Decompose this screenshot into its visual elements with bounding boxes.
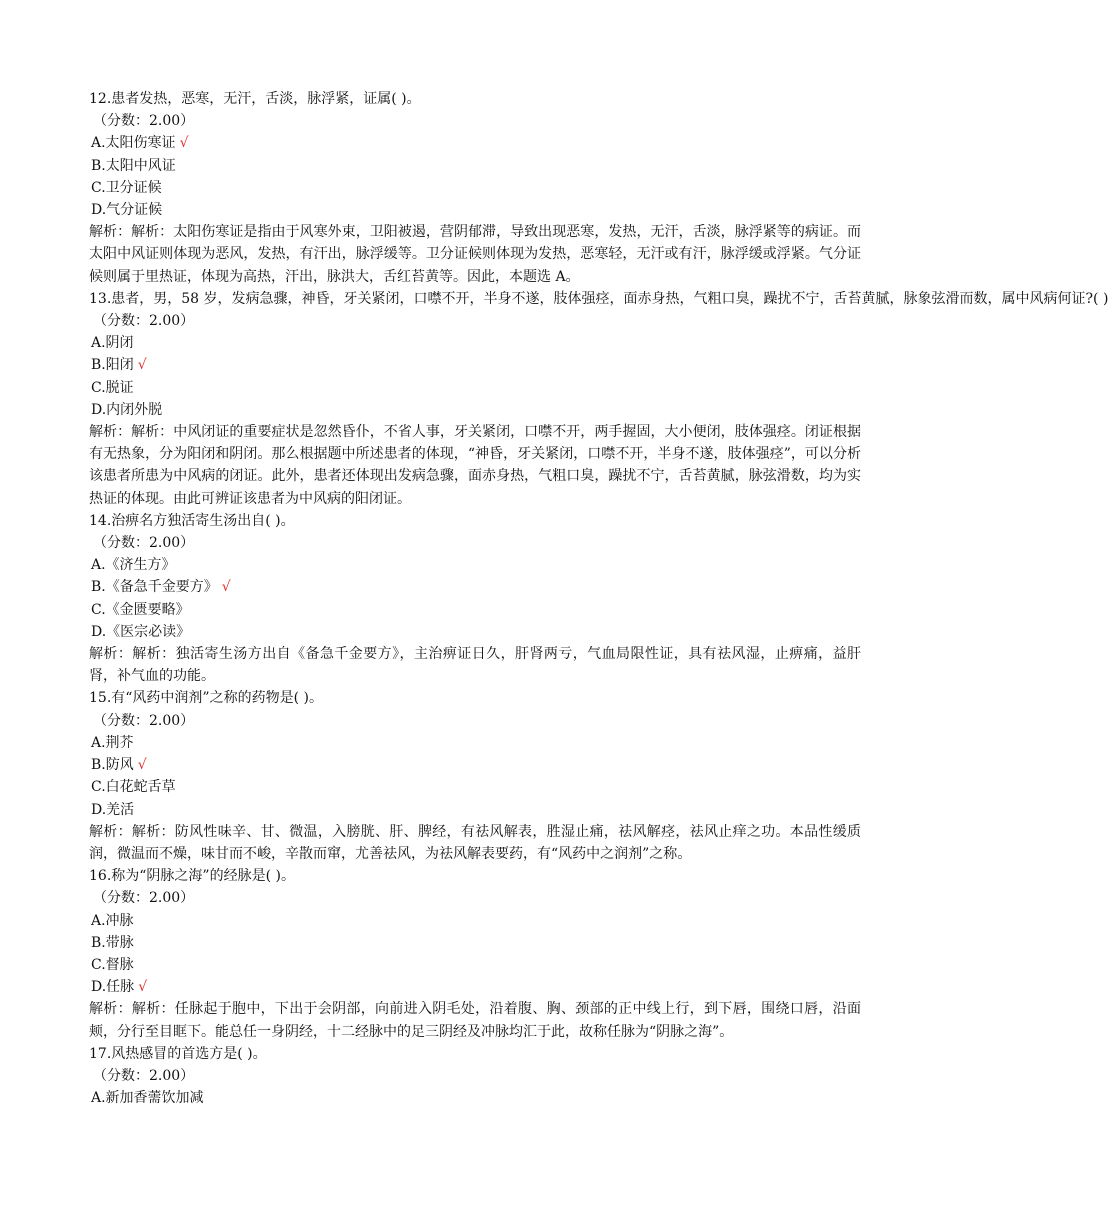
explanation-text: 解析：解析：太阳伤寒证是指由于风寒外束，卫阳被遏，营阴郁滞，导致出现恶寒，发热，无汗，舌淡，脉浮紧等的病证。而太阳中风证则体现为恶风，发热，有汗出，脉浮缓等。卫分证候则体现为发热，恶寒轻，无汗或有汗，脉浮缓或浮紧。气分证候则属于里热证，体现为高热，汗出，脉洪大，舌红苔黄等。因此，本题选 A。 <box>89 224 861 285</box>
correct-check-icon: √ <box>138 979 148 996</box>
explanation-text: 解析：解析：防风性味辛、甘、微温，入膀胱、肝、脾经，有祛风解表，胜湿止痛，祛风解痉，祛风止痒之功。本品性缓质润，微温而不燥，味甘而不峻，辛散而窜，尤善祛风，为祛风解表要药，有“风药中之润剂”之称。 <box>89 823 861 862</box>
explanation-text: 解析：解析：独活寄生汤方出自《备急千金要方》，主治痹证日久，肝肾两亏，气血局限性证，具有祛风湿，止痹痛，益肝肾，补气血的功能。 <box>89 646 861 685</box>
option-text: A.《济生方》 <box>91 557 176 574</box>
answer-option <box>89 199 870 221</box>
correct-check-icon: √ <box>137 757 147 774</box>
question-stem: 12.患者发热，恶寒，无汗，舌淡，脉浮紧，证属( )。 <box>89 91 421 107</box>
answer-option <box>89 954 870 976</box>
question-score: （分数：2.00） <box>93 712 195 729</box>
explanation-text: 解析：解析：任脉起于胞中，下出于会阴部，向前进入阴毛处，沿着腹、胸、颈部的正中线上行，到下唇，围绕口唇，沿面颊，分行至目眶下。能总任一身阴经，十二经脉中的足三阴经及冲脉均汇于此，故称任脉为“阴脉之海”。 <box>89 1001 861 1040</box>
answer-option <box>89 932 870 954</box>
correct-check-icon: √ <box>137 357 147 374</box>
option-text: A.太阳伤寒证 <box>91 135 176 152</box>
answer-option <box>89 754 870 776</box>
answer-option <box>89 177 870 199</box>
question-stem: 17.风热感冒的首选方是( )。 <box>89 1045 267 1062</box>
option-text: D.《医宗必读》 <box>91 623 191 640</box>
question-score: （分数：2.00） <box>93 890 195 907</box>
correct-check-icon: √ <box>221 579 231 596</box>
question-block <box>89 510 870 688</box>
question-score: （分数：2.00） <box>93 535 195 552</box>
question-block <box>89 288 1108 510</box>
option-text: A.冲脉 <box>91 912 134 929</box>
answer-option <box>89 332 870 354</box>
answer-option <box>89 1087 870 1109</box>
answer-option <box>89 554 870 576</box>
option-text: A.荆芥 <box>91 734 134 751</box>
answer-option <box>89 377 870 399</box>
option-text: C.脱证 <box>91 379 134 396</box>
option-text: B.《备急千金要方》 <box>91 579 218 596</box>
option-text: D.羌活 <box>91 801 135 818</box>
question-stem: 13.患者，男，58 岁，发病急骤，神昏，牙关紧闭，口噤不开，半身不遂，肢体强痉，面赤身热，气粗口臭，躁扰不宁，舌苔黄腻，脉象弦滑而数，属中风病何证?( ) <box>89 290 1108 307</box>
question-score: （分数：2.00） <box>93 1067 195 1084</box>
question-block <box>89 865 870 1043</box>
answer-option <box>89 976 870 998</box>
option-text: A.阴闭 <box>91 335 134 352</box>
option-text: B.阳闭 <box>91 357 134 374</box>
option-text: D.内闭外脱 <box>91 401 163 418</box>
option-text: C.卫分证候 <box>91 179 162 196</box>
option-text: D.气分证候 <box>91 202 163 219</box>
answer-option <box>89 799 870 821</box>
answer-option <box>89 576 870 598</box>
option-text: B.带脉 <box>91 934 134 951</box>
question-score: （分数：2.00） <box>93 313 195 330</box>
option-text: A.新加香薷饮加减 <box>91 1090 204 1107</box>
option-text: C.《金匮要略》 <box>91 601 190 618</box>
question-block <box>89 88 870 288</box>
question-stem: 14.治痹名方独活寄生汤出自( )。 <box>89 512 295 529</box>
answer-option <box>89 599 870 621</box>
option-text: D.任脉 <box>91 979 135 996</box>
explanation-text: 解析：解析：中风闭证的重要症状是忽然昏仆，不省人事，牙关紧闭，口噤不开，两手握固，大小便闭，肢体强痉。闭证根据有无热象，分为阳闭和阴闭。那么根据题中所述患者的体现，“神昏，牙关紧闭，口噤不开，半身不遂，肢体强痉”，可以分析该患者所患为中风病的闭证。此外，患者还体现出发病急骤，面赤身热，气粗口臭，躁扰不宁，舌苔黄腻，脉弦滑数，均为实热证的体现。由此可辨证该患者为中风病的阳闭证。 <box>89 424 861 507</box>
question-stem: 15.有“风药中润剂”之称的药物是( )。 <box>89 690 323 707</box>
answer-option <box>89 354 870 376</box>
answer-option <box>89 132 870 154</box>
question-block <box>89 687 870 865</box>
answer-option <box>89 399 870 421</box>
answer-option <box>89 776 870 798</box>
answer-option <box>89 621 870 643</box>
answer-option <box>89 732 870 754</box>
option-text: B.太阳中风证 <box>91 157 176 174</box>
option-text: C.白花蛇舌草 <box>91 779 176 796</box>
option-text: B.防风 <box>91 757 134 774</box>
option-text: C.督脉 <box>91 956 134 973</box>
answer-option <box>89 910 870 932</box>
question-block <box>89 1043 870 1110</box>
answer-option <box>89 155 870 177</box>
question-score: （分数：2.00） <box>93 113 195 130</box>
question-stem: 16.称为“阴脉之海”的经脉是( )。 <box>89 868 295 885</box>
correct-check-icon: √ <box>179 135 189 152</box>
